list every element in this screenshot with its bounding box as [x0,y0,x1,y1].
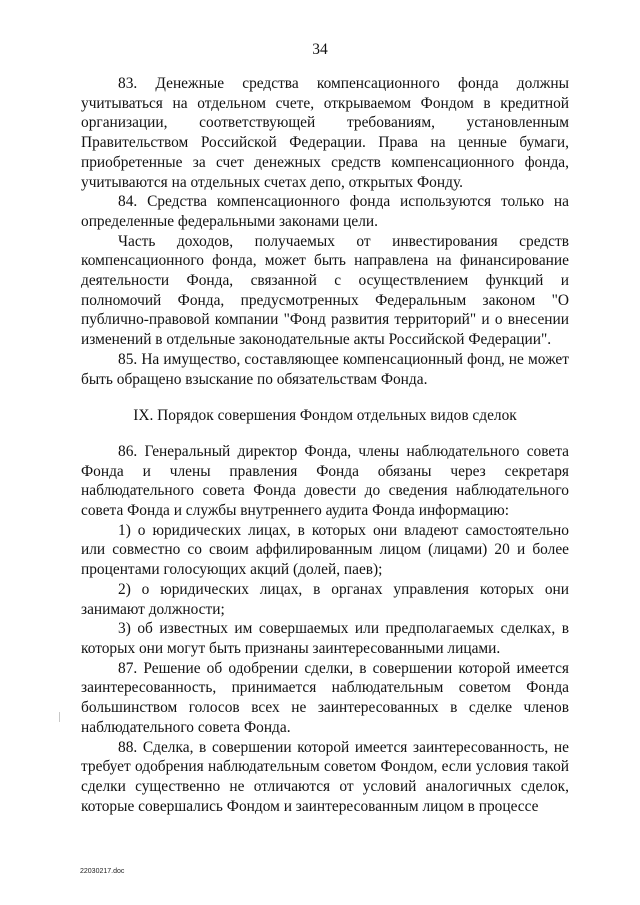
section-heading: IX. Порядок совершения Фондом отдельных видов сделок [133,407,517,425]
margin-mark [59,712,60,722]
paragraph-86: 86. Генеральный директор Фонда, члены наблюдательного совета Фонда и члены правления Фонда обязаны через секретаря наблюдательного совета Фонда довести до сведения наблюдательного совета Фонда и службы внутреннего аудита Фонда информацию: [81,442,569,520]
paragraph-83: 83. Денежные средства компенсационного фонда должны учитываться на отдельном счете, открываемом Фондом в кредитной организации, соответствующей требованиям, установленным Правительством Российской Федерации. Права на ценные бумаги, приобретенные за счет денежных средств компенсационного фонда, учитываются на отдельных счетах депо, открытых Фонду. [81,75,569,191]
list-item-3: 3) об известных им совершаемых или предполагаемых сделках, в которых они могут быть признаны заинтересованными лицами. [81,620,569,657]
paragraph-85: 85. На имущество, составляющее компенсационный фонд, не может быть обращено взыскание по обязательствам Фонда. [81,350,569,388]
page-number: 34 [312,41,328,58]
paragraph-income-part: Часть доходов, получаемых от инвестирования средств компенсационного фонда, может быть направлена на финансирование деятельности Фонда, связанной с осуществлением функций и полномочий Фонда, предусмотренных Федеральным законом "О публично-правовой компании "Фонд развития территорий" и о внесении изменений в отдельные законодательные акты Российской Федерации". [81,232,569,349]
footer-filename: 22030217.doc [80,868,125,875]
paragraph-87: 87. Решение об одобрении сделки, в совершении которой имеется заинтересованность, принимается наблюдательным советом Фонда большинством голосов всех не заинтересованных в сделке членов наблюдательного совета Фонда. [81,659,569,736]
document-body [81,74,569,816]
list-item-1: 1) о юридических лицах, в которых они владеют самостоятельно или совместно со своим аффилированным лицом (лицами) 20 и более процентами голосующих акций (долей, паев); [81,521,569,579]
paragraph-88: 88. Сделка, в совершении которой имеется заинтересованность, не требует одобрения наблюдательным советом Фондом, если условия такой сделки существенно не отличаются от условий аналогичных сделок, которые совершались Фондом и заинтересованным лицом в процессе [81,738,569,815]
list-item-2: 2) о юридических лицах, в органах управления которых они занимают должности; [81,580,569,618]
paragraph-84: 84. Средства компенсационного фонда используются только на определенные федеральными законами цели. [81,193,569,230]
